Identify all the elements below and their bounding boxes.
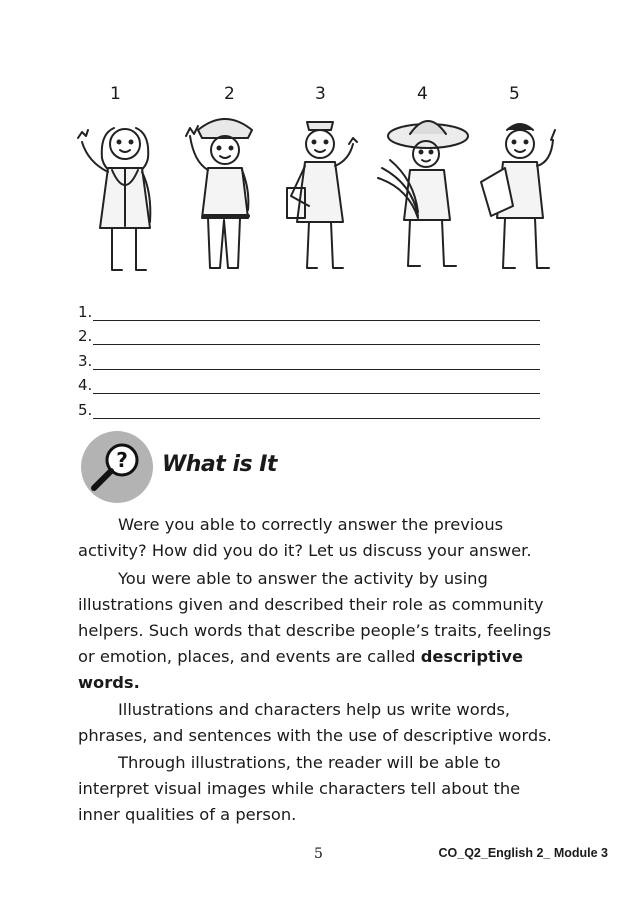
paragraph-4: Through illustrations, the reader will be able to interpret visual images while characters tell about the inner qualities of a person. — [78, 753, 521, 824]
svg-text:?: ? — [116, 448, 128, 472]
answer-line[interactable] — [78, 321, 540, 346]
answer-line-number: 2. — [78, 327, 93, 345]
police-officer-figure — [186, 119, 252, 268]
figure-number-2: 2 — [224, 84, 235, 104]
answer-line-number: 1. — [78, 302, 93, 321]
figure-number-3: 3 — [315, 84, 326, 104]
paragraph-2: You were able to answer the activity by using illustrations given and described their role as community helpers. Such words that describe people’s traits, feelings or emotion, places, and events are called descriptive words. — [78, 569, 552, 692]
answer-line-number: 4. — [78, 376, 93, 394]
farmer-figure — [378, 121, 468, 266]
answer-line[interactable] — [78, 296, 540, 321]
paragraph-1: Were you able to correctly answer the previous activity? How did you do it? Let us discuss your answer. — [78, 515, 532, 560]
doctor-figure — [78, 128, 150, 270]
page-number: 5 — [314, 846, 323, 862]
figure-number-5: 5 — [509, 84, 520, 104]
section-title: What is It — [162, 452, 277, 477]
nurse-figure — [287, 122, 357, 268]
answer-line[interactable] — [78, 394, 540, 419]
figure-number-1: 1 — [110, 84, 121, 104]
descriptive-words-term: descriptive words. — [78, 647, 524, 692]
teacher-figure — [481, 124, 555, 268]
paragraph-3: Illustrations and characters help us write words, phrases, and sentences with the use of descriptive words. — [78, 700, 552, 745]
community-helpers-illustration — [70, 108, 570, 288]
answer-lines — [78, 296, 540, 419]
magnifier-question-icon — [80, 430, 154, 504]
answer-line-number: 5. — [78, 400, 93, 419]
answer-line[interactable] — [78, 345, 540, 370]
figure-number-4: 4 — [417, 84, 428, 104]
answer-line-number: 3. — [78, 351, 93, 370]
module-code: CO_Q2_English 2_ Module 3 — [438, 846, 608, 860]
answer-line[interactable] — [78, 370, 540, 395]
